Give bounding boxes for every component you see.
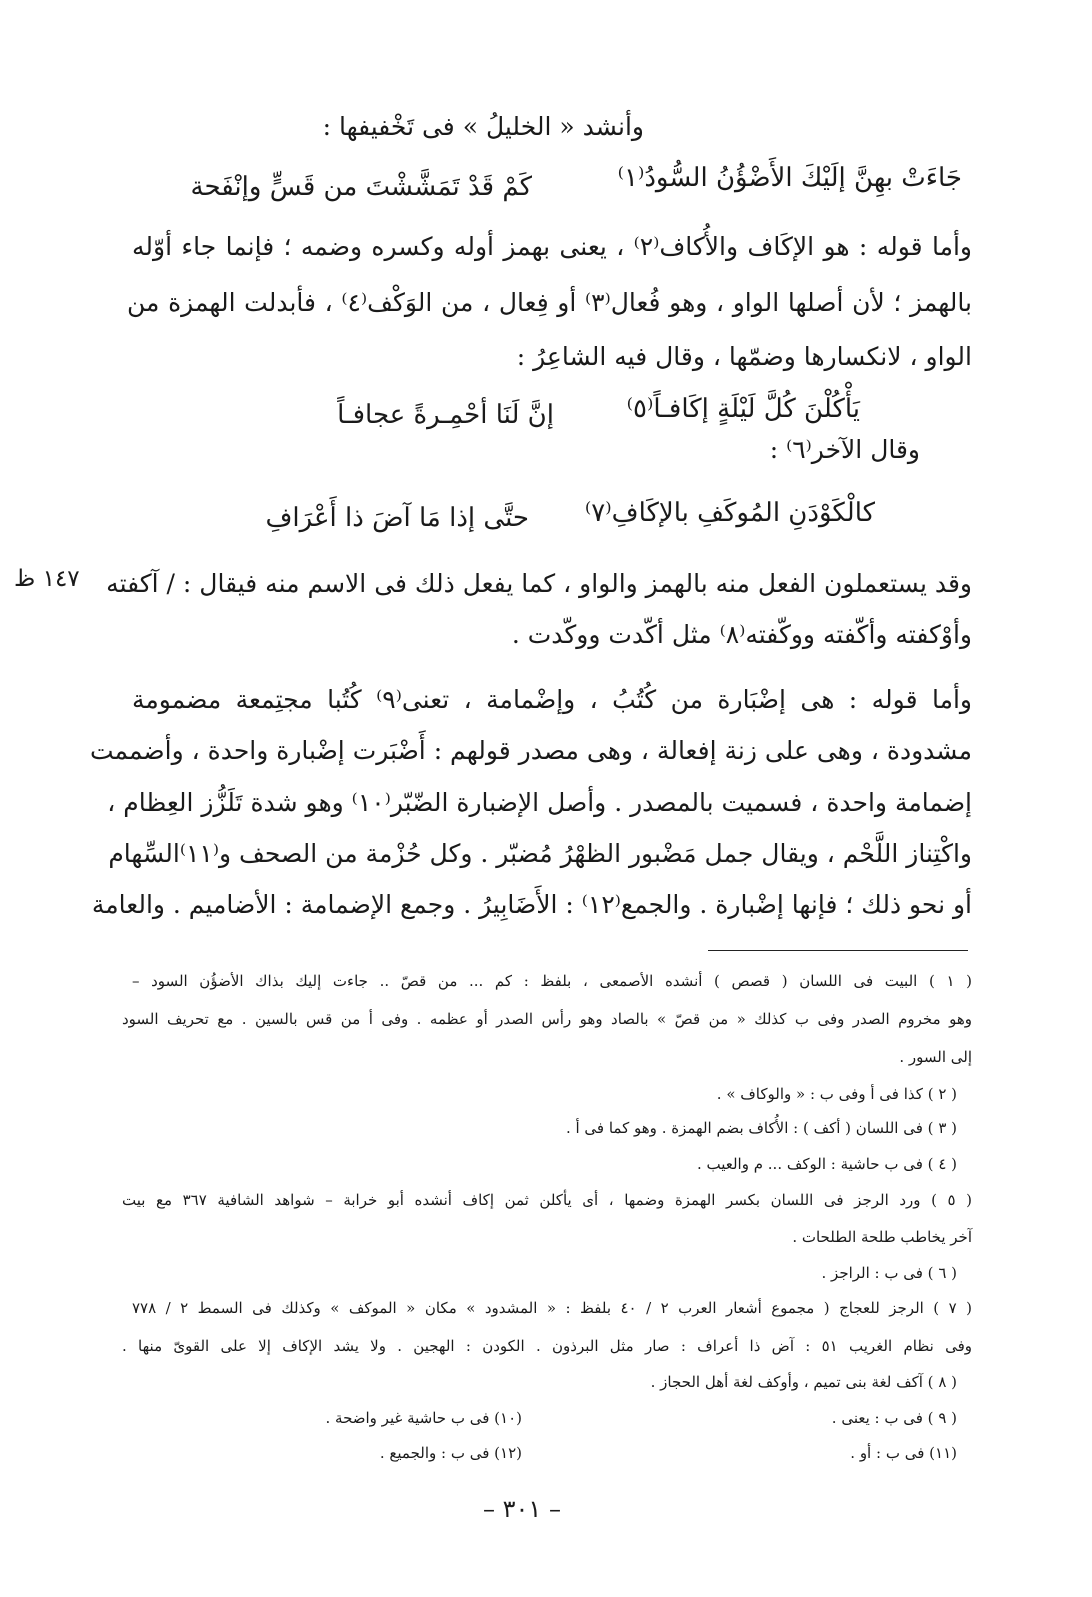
paragraph-line: وأوْكفته وأكّفته ووكّفته⁽٨⁾ مثل أكّدت ووكّدت . [511, 620, 972, 649]
paragraph-line: وقال الآخر⁽٦⁾ : [769, 435, 920, 464]
verse-3-first-hemistich: حتَّى إذا مَا آضَ ذا أَعْرَافِ [265, 503, 529, 533]
margin-folio-note: ١٤٧ ظ [14, 566, 80, 592]
verse-1-second-hemistich: جَاءَتْ بهِنَّ إلَيْكَ الأَضْؤُنُ السُّودُ⁽١⁾ [617, 163, 962, 193]
footnote-line: ( ٣ ) فى اللسان ( أكف ) : الأُكاف بضم الهمزة . وهو كما فى أ . [565, 1119, 957, 1137]
footnote-line: ( ٩ ) فى ب : يعنى . [831, 1409, 957, 1427]
intro-line: وأنشد « الخليلُ » فى تَخْفيفها : [322, 112, 644, 141]
footnote-line: ( ٦ ) فى ب : الراجز . [821, 1264, 957, 1282]
footnote-line: (١١) فى ب : أو . [850, 1444, 957, 1462]
paragraph-line: واكْتِناز اللَّحْم ، ويقال جمل مَضْبور الظهْرُ مُضبّر . وكل حُزْمة من الصحف و⁽١١⁾السِّهام [108, 839, 972, 868]
paragraph-line: وأما قوله : هى إضْبَارة من كُتُبُ ، وإضْمامة ، تعنى⁽٩⁾ كُتُبا مجتِمعة مضمومة [132, 685, 972, 714]
verse-1-first-hemistich: كَمْ قَدْ تَمَشَّشْتَ من قَسٍّ وإنْفَحة [190, 172, 532, 202]
footnote-line: ( ٤ ) فى ب حاشية : الوكف ... م والعيب . [696, 1155, 957, 1173]
footnote-line: (١٠) فى ب حاشية غير واضحة . [325, 1409, 522, 1427]
paragraph-line: الواو ، لانكسارها وضمّها ، وقال فيه الشاعِرُ : [516, 342, 972, 371]
page-number: – ٣٠١ – [483, 1495, 561, 1523]
footnote-line: وهو مخروم الصدر وفى ب كذلك « من قصّ » بالصاد وهو رأس الصدر أو عظمه . وفى أ من قس بالسين . مع تحريف السود [122, 1010, 972, 1028]
footnote-line: ( ١ ) البيت فى اللسان ( قصص ) أنشده الأصمعى ، بلفظ : كم ... من قصّ .. جاءت إليك بذاك الأضؤُن السود – [132, 972, 972, 990]
paragraph-line: أو نحو ذلك ؛ فإنها إضْبارة . والجمع⁽١٢⁾ : الأَضَابِيرُ . وجمع الإضمامة : الأضاميم . والعامة [91, 890, 972, 919]
verse-2-first-hemistich: إنَّ لَنَا أحْمِـرةً عجافـاً [337, 400, 554, 430]
footnote-line: ( ٨ ) آكف لغة بنى تميم ، وأوكف لغة أهل الحجاز . [650, 1373, 957, 1391]
footnote-line: ( ٥ ) ورد الرجز فى اللسان بكسر الهمزة وضمها ، أى يأكلن ثمن إكاف أنشده أبو خرابة – شواهد الشافية ٣٦٧ مع بيت [122, 1191, 973, 1209]
footnote-line: (١٢) فى ب : والجميع . [379, 1444, 522, 1462]
paragraph-line: وقد يستعملون الفعل منه بالهمز والواو ، كما يفعل ذلك فى الاسم منه فيقال : / آكفته [106, 569, 972, 598]
paragraph-line: بالهمز ؛ لأن أصلها الواو ، وهو فُعال⁽٣⁾ أو فِعال ، من الوَكْف⁽٤⁾ ، فأبدلت الهمزة من [127, 288, 972, 317]
footnote-line: وفى نظام الغريب ٥١ : آض ذا أعراف : صار مثل البرذون . الكودن : الهجين . ولا يشد الإكاف إلا على القوىّ منها . [122, 1337, 972, 1355]
paragraph-line: إضمامة واحدة ، فسميت بالمصدر . وأصل الإضبارة الضّبّر⁽١٠⁾ وهو شدة تَلَزُّز العِظام ، [107, 788, 972, 817]
footnote-line: ( ٧ ) الرجز للعجاج ( مجموع أشعار العرب ٢ / ٤٠ بلفظ : « المشدود » مكان « الموكف » وكذلك فى السمط ٢ / ٧٧٨ [132, 1299, 972, 1317]
footnote-line: آخر يخاطب طلحة الطلحات . [792, 1228, 972, 1246]
footnote-line: ( ٢ ) كذا فى أ وفى ب : « والوكاف » . [716, 1085, 957, 1103]
verse-3-second-hemistich: كالْكَوْدَنِ المُوكَفِ بالإكَافِ⁽٧⁾ [584, 498, 875, 528]
footnote-line: إلى السور . [899, 1048, 972, 1066]
paragraph-line: وأما قوله : هو الإكَاف والأُكاف⁽٢⁾ ، يعنى بهمز أوله وكسره وضمه ؛ فإنما جاء أوّله [132, 232, 972, 261]
verse-2-second-hemistich: يَأْكُلْنَ كُلَّ لَيْلَةٍ إكَافـاً⁽٥⁾ [626, 394, 860, 424]
paragraph-line: مشدودة ، وهى على زنة إفعالة ، وهى مصدر قولهم : أَضْبَرت إضْبارة واحدة ، وأضممت [89, 736, 972, 765]
footnote-separator [708, 950, 968, 951]
